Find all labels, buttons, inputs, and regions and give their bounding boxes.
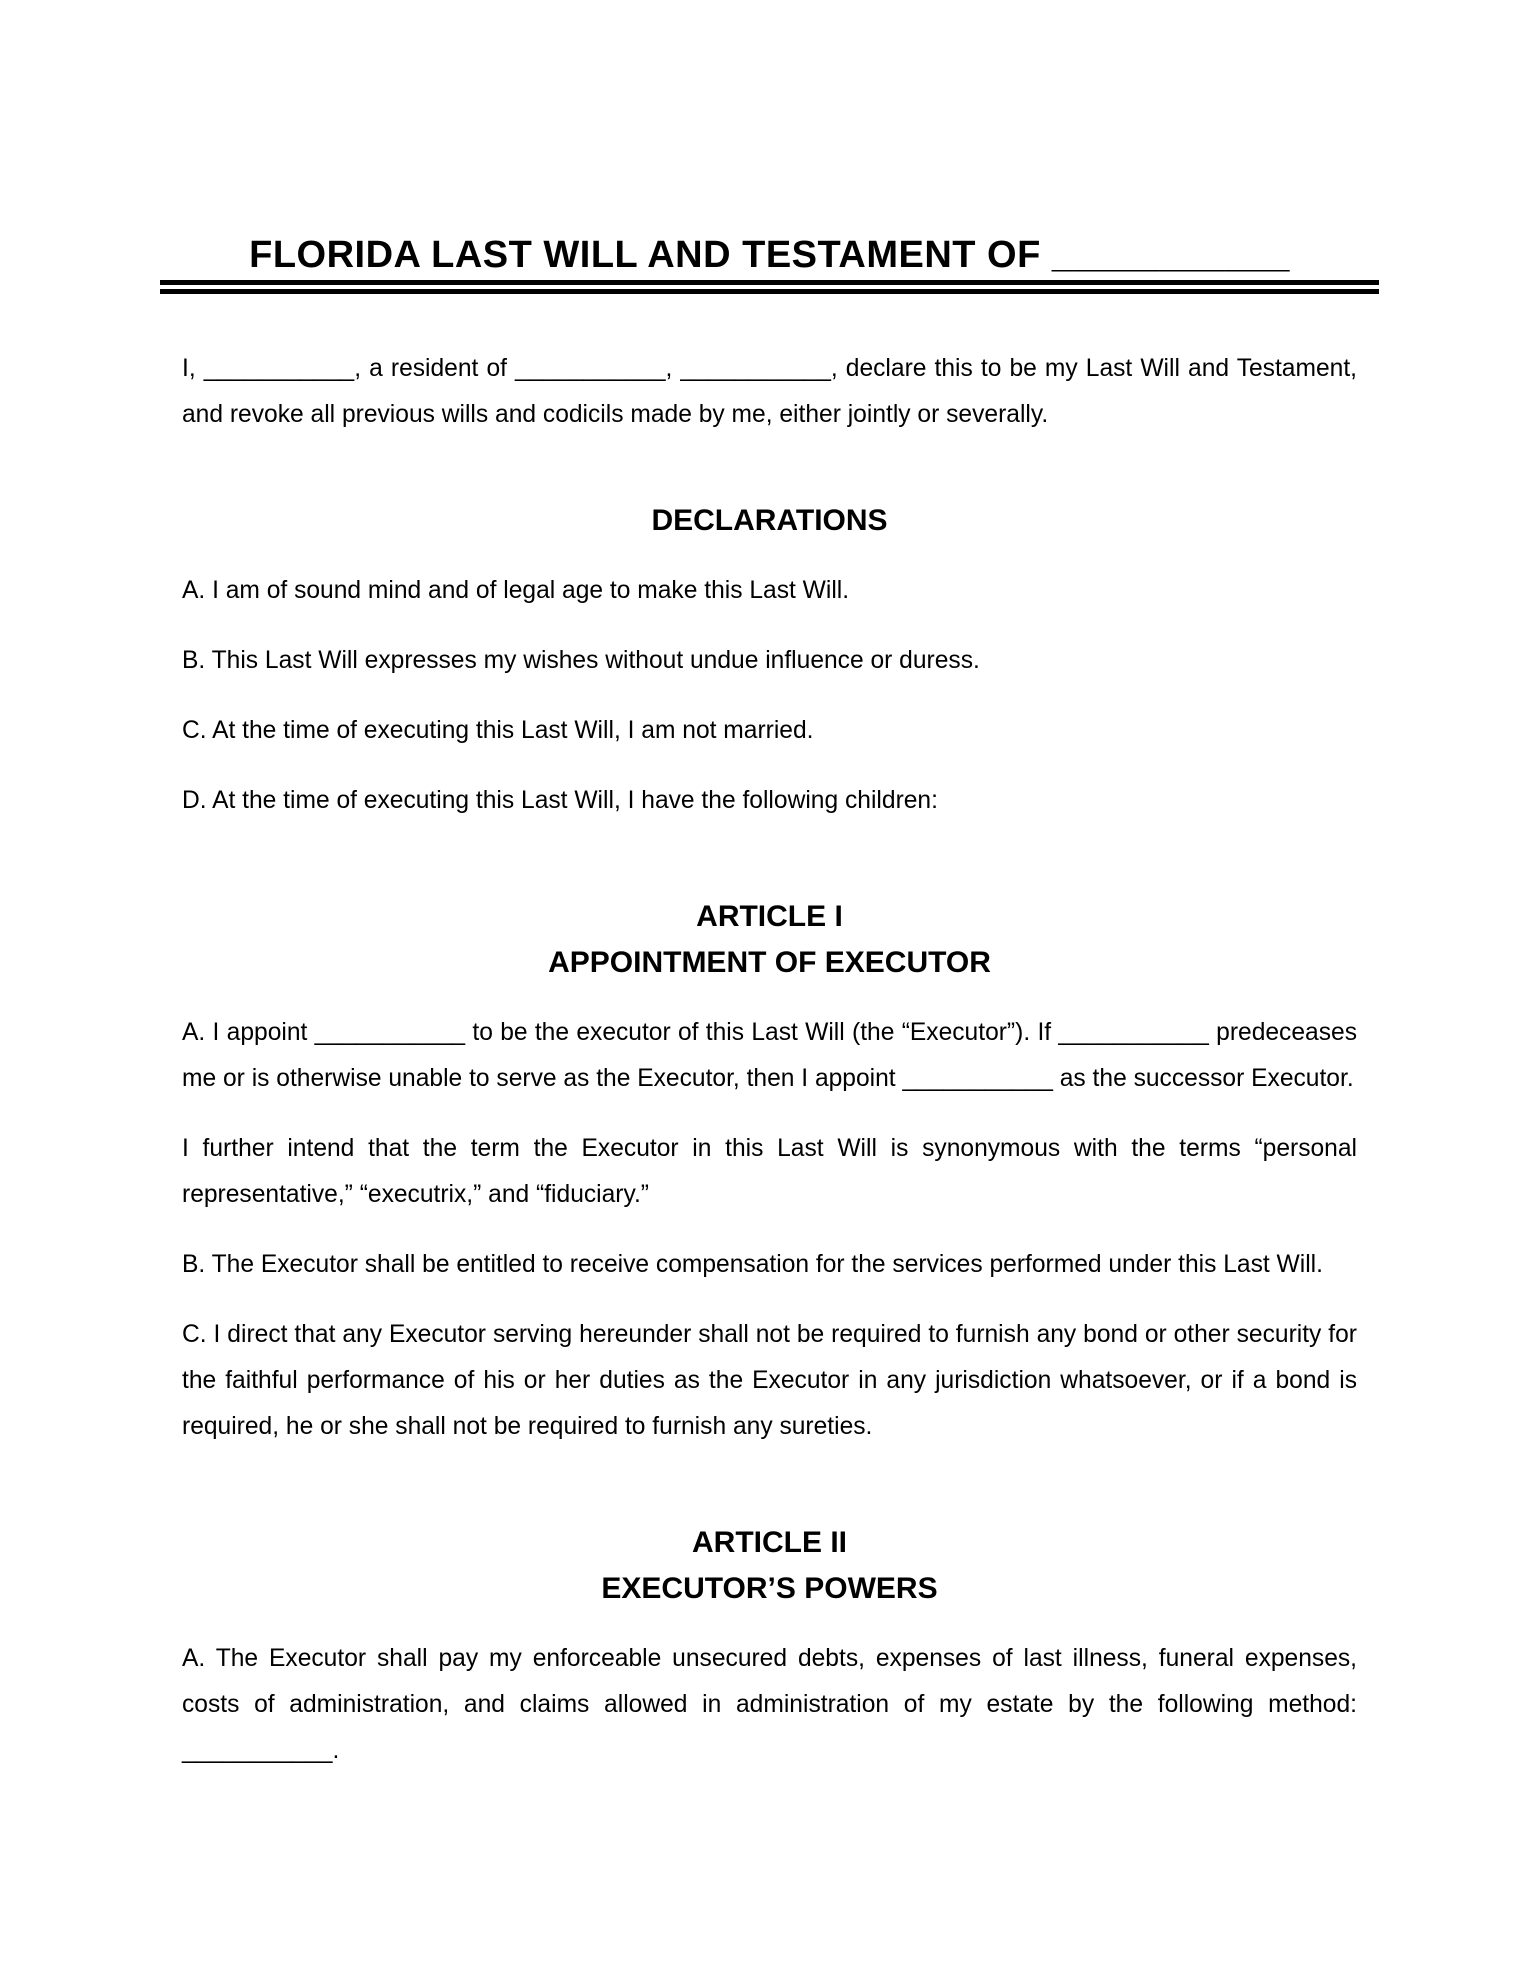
article-1-subheading: APPOINTMENT OF EXECUTOR <box>548 946 991 979</box>
article-2-heading <box>182 1520 1357 1612</box>
article-1-paragraph-c: C. I direct that any Executor serving hereunder shall not be required to furnish any bond or other security for the faithful performance of his or her duties as the Executor in any jurisdiction whatsoever, or if a bond is required, he or she shall not be required to furnish any sureties. <box>182 1321 1357 1440</box>
article-2-heading-line: ARTICLE II <box>692 1526 847 1559</box>
intro-paragraph: I, ___________, a resident of ___________, ___________, declare this to be my Last Will and Testament, and revoke all previous wills and codicils made by me, either jointly or severally. <box>182 355 1357 428</box>
article-2-paragraph-a: A. The Executor shall pay my enforceable unsecured debts, expenses of last illness, funeral expenses, costs of administration, and claims allowed in administration of my estate by the following method: ___________. <box>182 1645 1357 1764</box>
declarations-heading: DECLARATIONS <box>651 504 888 537</box>
declaration-item-b: B. This Last Will expresses my wishes without undue influence or duress. <box>182 647 980 674</box>
article-2-subheading: EXECUTOR’S POWERS <box>601 1572 938 1605</box>
article-1-paragraph-a: A. I appoint ___________ to be the executor of this Last Will (the “Executor”). If ___________ predeceases me or is otherwise unable to serve as the Executor, then I appoint ___________ as the successor Executor. <box>182 1019 1357 1092</box>
article-1-paragraph-b: B. The Executor shall be entitled to receive compensation for the services performed under this Last Will. <box>182 1251 1323 1278</box>
declaration-item-d: D. At the time of executing this Last Will, I have the following children: <box>182 787 938 814</box>
declaration-item-a: A. I am of sound mind and of legal age to make this Last Will. <box>182 577 850 604</box>
article-1-heading-line: ARTICLE I <box>696 900 843 933</box>
title-double-rule <box>160 280 1379 294</box>
declaration-item-c: C. At the time of executing this Last Will, I am not married. <box>182 717 814 744</box>
article-1-heading <box>182 894 1357 986</box>
article-1-paragraph-intent: I further intend that the term the Executor in this Last Will is synonymous with the terms “personal representative,” “executrix,” and “fiduciary.” <box>182 1135 1357 1208</box>
document-title: FLORIDA LAST WILL AND TESTAMENT OF ___________ <box>249 234 1290 276</box>
